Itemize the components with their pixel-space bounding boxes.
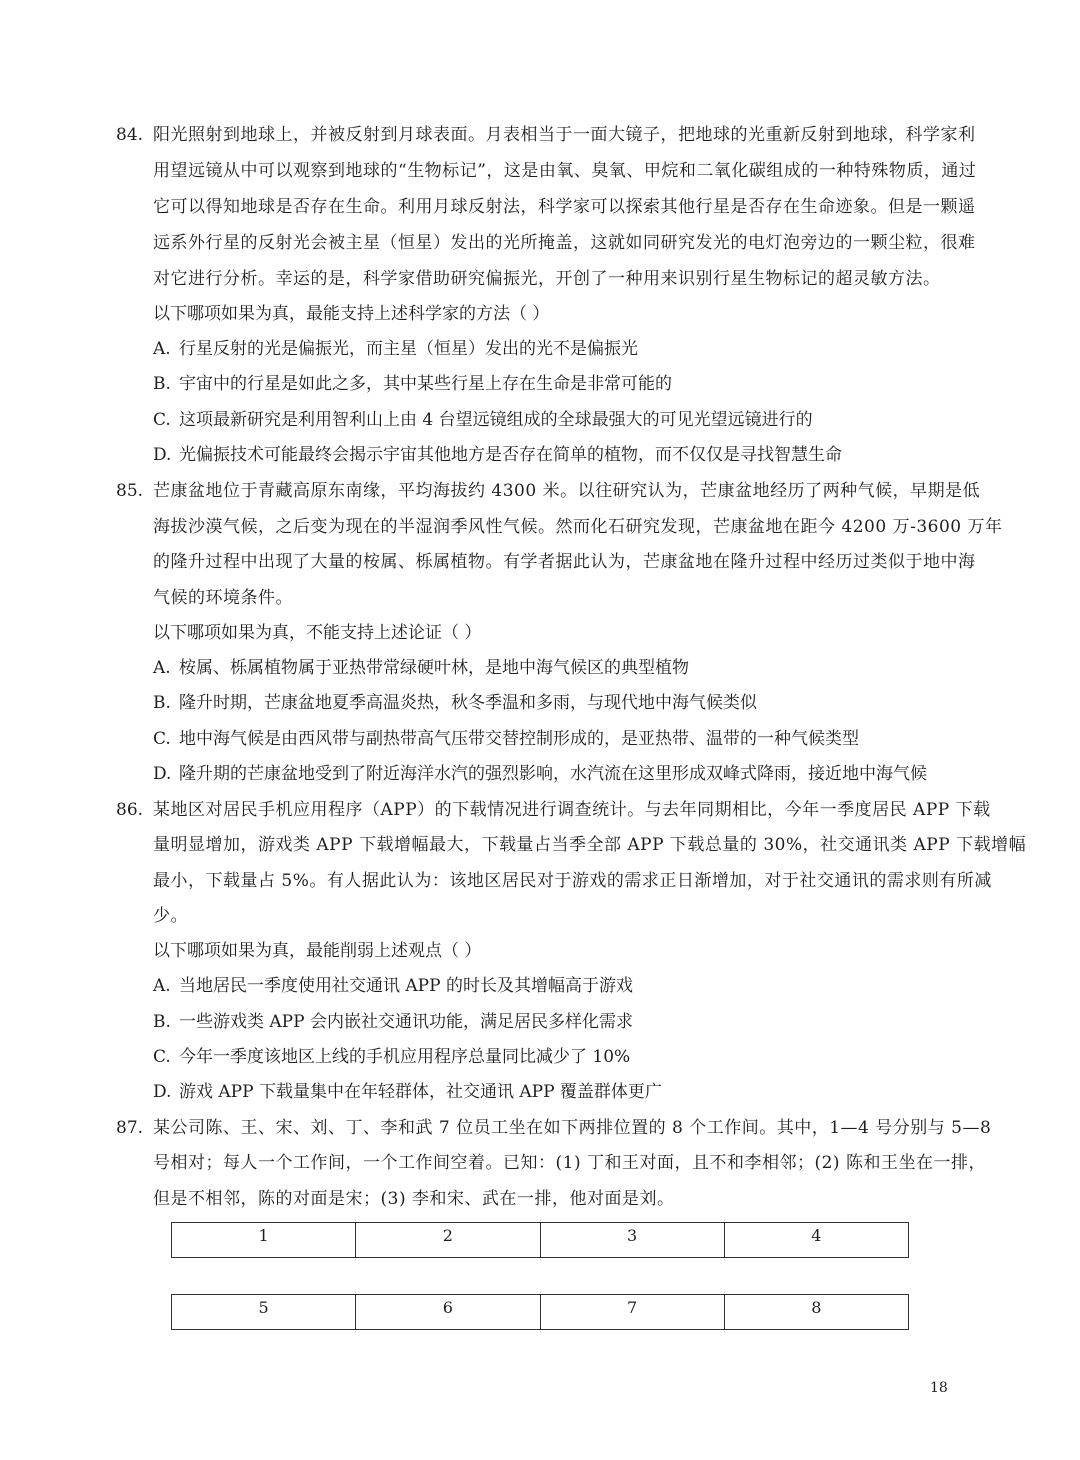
seat-cell: 6 xyxy=(356,1295,540,1329)
seat-cell: 7 xyxy=(541,1295,725,1329)
option-d[interactable]: D. 光偏振技术可能最终会揭示宇宙其他地方是否存在简单的植物，而不仅仅是寻找智慧生命 xyxy=(153,445,842,465)
seat-cell: 8 xyxy=(811,1298,822,1317)
option-d[interactable]: D. 隆升期的芒康盆地受到了附近海洋水汽的强烈影响，水汽流在这里形成双峰式降雨，接近地中海气候 xyxy=(153,764,927,784)
passage-line: 最小，下载量占 5%。有人据此认为：该地区居民对于游戏的需求正日渐增加，对于社交通讯的需求则有所减 xyxy=(153,871,992,891)
passage-line: 对它进行分析。幸运的是，科学家借助研究偏振光，开创了一种用来识别行星生物标记的超灵敏方法。 xyxy=(153,269,941,289)
question-number: 86. xyxy=(116,800,144,820)
seat-cell: 3 xyxy=(541,1223,725,1257)
option-a[interactable]: A. 行星反射的光是偏振光，而主星（恒星）发出的光不是偏振光 xyxy=(153,339,638,359)
question-stem: 以下哪项如果为真，最能削弱上述观点（ ） xyxy=(153,941,482,961)
option-b[interactable]: B. 隆升时期，芒康盆地夏季高温炎热，秋冬季温和多雨，与现代地中海气候类似 xyxy=(153,693,757,713)
option-c[interactable]: C. 地中海气候是由西风带与副热带高气压带交替控制形成的，是亚热带、温带的一种气候类型 xyxy=(153,729,859,749)
seat-row-back xyxy=(171,1294,909,1330)
option-d[interactable]: D. 游戏 APP 下载量集中在年轻群体，社交通讯 APP 覆盖群体更广 xyxy=(153,1082,662,1102)
question-number: 85. xyxy=(116,481,144,501)
passage-line: 少。 xyxy=(153,906,188,926)
page-number: 18 xyxy=(930,1380,948,1396)
question-number: 84. xyxy=(116,125,144,145)
passage-line: 远系外行星的反射光会被主星（恒星）发出的光所掩盖，这就如同研究发光的电灯泡旁边的一颗尘粒，很难 xyxy=(153,233,976,253)
passage-line: 某公司陈、王、宋、刘、丁、李和武 7 位员工坐在如下两排位置的 8 个工作间。其中，1—4 号分别与 5—8 xyxy=(153,1118,992,1138)
passage-line: 它可以得知地球是否存在生命。利用月球反射法，科学家可以探索其他行星是否存在生命迹象。但是一颗遥 xyxy=(153,197,976,217)
passage-line: 号相对；每人一个工作间，一个工作间空着。已知：(1) 丁和王对面，且不和李相邻；(2) 陈和王坐在一排， xyxy=(153,1153,986,1173)
seat-row-front xyxy=(171,1222,909,1258)
passage-line: 的隆升过程中出现了大量的桉属、栎属植物。有学者据此认为，芒康盆地在隆升过程中经历过类似于地中海 xyxy=(153,552,976,572)
passage-line: 气候的环境条件。 xyxy=(153,588,293,608)
option-c[interactable]: C. 这项最新研究是利用智利山上由 4 台望远镜组成的全球最强大的可见光望远镜进行的 xyxy=(153,410,813,430)
option-c[interactable]: C. 今年一季度该地区上线的手机应用程序总量同比减少了 10% xyxy=(153,1047,631,1067)
passage-line: 芒康盆地位于青藏高原东南缘，平均海拔约 4300 米。以往研究认为，芒康盆地经历了两种气候，早期是低 xyxy=(153,481,981,501)
option-b[interactable]: B. 宇宙中的行星是如此之多，其中某些行星上存在生命是非常可能的 xyxy=(153,374,672,394)
option-a[interactable]: A. 桉属、栎属植物属于亚热带常绿硬叶林，是地中海气候区的典型植物 xyxy=(153,658,689,678)
seat-cell: 2 xyxy=(356,1223,540,1257)
passage-line: 阳光照射到地球上，并被反射到月球表面。月表相当于一面大镜子，把地球的光重新反射到地球，科学家利 xyxy=(153,125,976,145)
seat-cell: 1 xyxy=(172,1223,356,1257)
passage-line: 某地区对居民手机应用程序（APP）的下载情况进行调查统计。与去年同期相比，今年一季度居民 APP 下载 xyxy=(153,800,991,820)
passage-line: 但是不相邻，陈的对面是宋；(3) 李和宋、武在一排，他对面是刘。 xyxy=(153,1189,675,1209)
option-a[interactable]: A. 当地居民一季度使用社交通讯 APP 的时长及其增幅高于游戏 xyxy=(153,976,633,996)
question-number: 87. xyxy=(116,1118,144,1138)
question-stem: 以下哪项如果为真，最能支持上述科学家的方法（ ） xyxy=(153,304,550,324)
passage-line: 量明显增加，游戏类 APP 下载增幅最大，下载量占当季全部 APP 下载总量的 30%，社交通讯类 APP 下载增幅 xyxy=(153,835,1027,855)
option-b[interactable]: B. 一些游戏类 APP 会内嵌社交通讯功能，满足居民多样化需求 xyxy=(153,1012,633,1032)
seat-cell: 4 xyxy=(811,1226,822,1245)
seat-cell: 5 xyxy=(172,1295,356,1329)
question-stem: 以下哪项如果为真，不能支持上述论证（ ） xyxy=(153,623,482,643)
passage-line: 用望远镜从中可以观察到地球的“生物标记”，这是由氧、臭氧、甲烷和二氧化碳组成的一种特殊物质，通过 xyxy=(153,161,977,181)
passage-line: 海拔沙漠气候，之后变为现在的半湿润季风性气候。然而化石研究发现，芒康盆地在距今 4200 万-3600 万年 xyxy=(153,517,1003,537)
